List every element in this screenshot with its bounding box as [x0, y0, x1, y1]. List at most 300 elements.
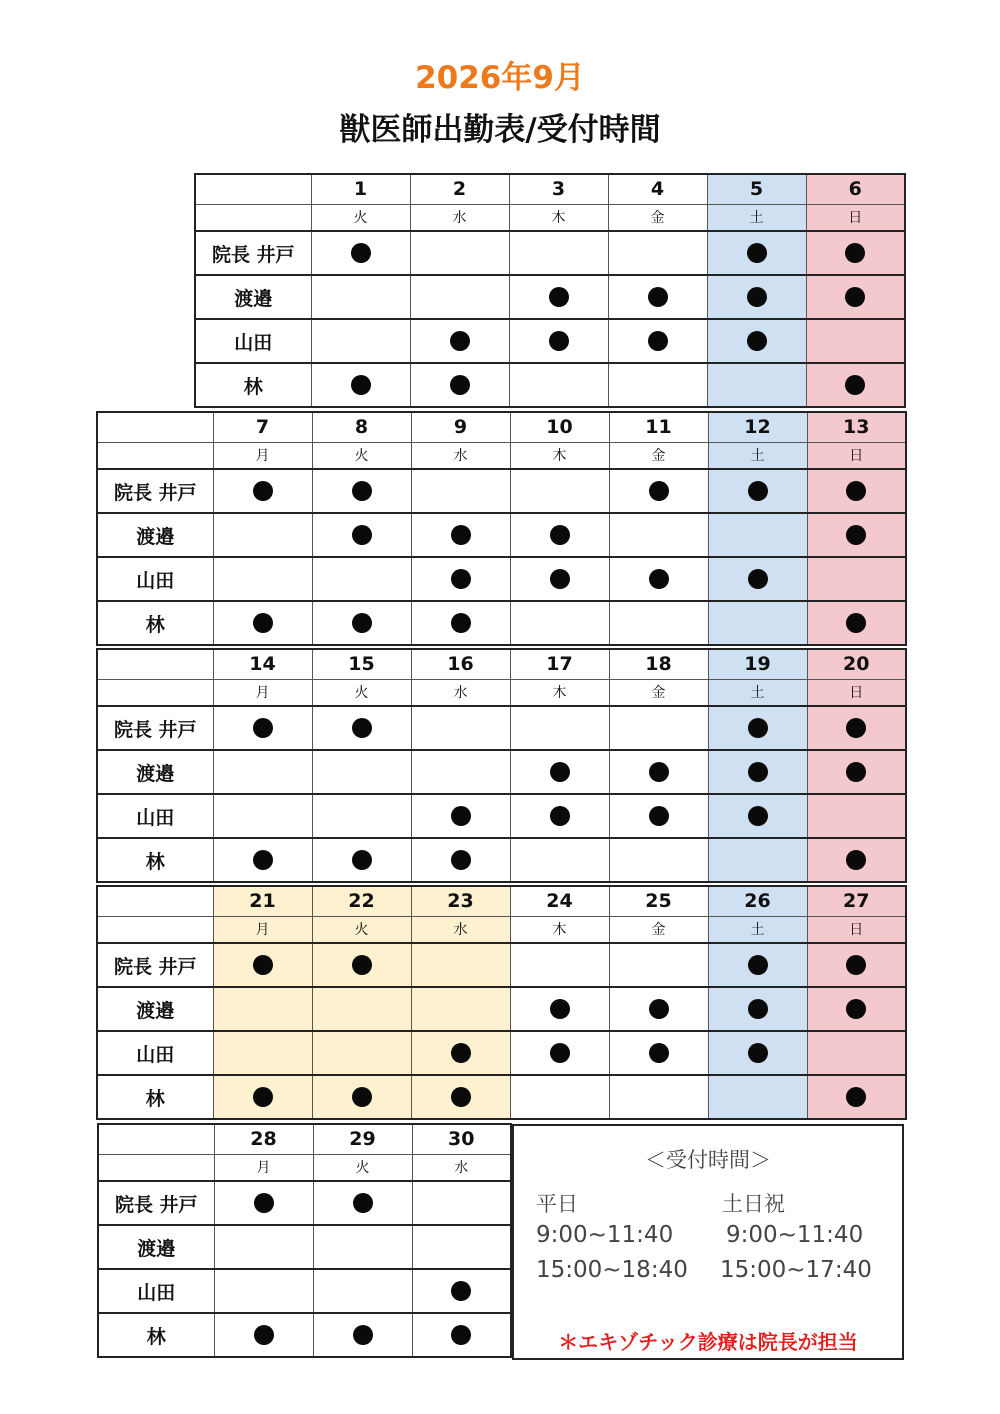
shift-cell [411, 987, 510, 1031]
on-duty-dot-icon [846, 613, 866, 633]
on-duty-dot-icon [352, 955, 372, 975]
shift-cell [411, 838, 510, 882]
doctor-row [98, 1313, 511, 1357]
weekday-label: 水 [411, 916, 510, 943]
doctor-row [98, 1225, 511, 1269]
shift-cell [807, 838, 906, 882]
shift-cell [411, 601, 510, 645]
shift-cell [510, 943, 609, 987]
shift-cell [609, 513, 708, 557]
doctor-name: 林 [97, 601, 213, 645]
on-duty-dot-icon [549, 287, 569, 307]
shift-cell [509, 275, 608, 319]
on-duty-dot-icon [451, 1325, 471, 1345]
on-duty-dot-icon [748, 569, 768, 589]
week-table [97, 1123, 512, 1358]
weekday-label: 土 [708, 442, 807, 469]
shift-cell [707, 319, 806, 363]
shift-cell [609, 1075, 708, 1119]
shift-cell [806, 319, 905, 363]
on-duty-dot-icon [451, 1281, 471, 1301]
shift-cell [708, 706, 807, 750]
on-duty-dot-icon [648, 331, 668, 351]
shift-cell [213, 750, 312, 794]
month-title: 2026年9月 [415, 60, 585, 96]
on-duty-dot-icon [451, 1087, 471, 1107]
doctor-name: 院長 井戸 [97, 706, 213, 750]
weekday-label: 木 [509, 204, 608, 231]
corner-cell [97, 649, 213, 679]
day-number: 16 [411, 649, 510, 679]
on-duty-dot-icon [846, 955, 866, 975]
doctor-name: 山田 [195, 319, 311, 363]
shift-cell [213, 794, 312, 838]
weekday-label: 火 [312, 916, 411, 943]
shift-cell [214, 1269, 313, 1313]
doctor-row [97, 601, 906, 645]
day-number: 22 [312, 886, 411, 916]
shift-cell [312, 750, 411, 794]
on-duty-dot-icon [253, 613, 273, 633]
shift-cell [708, 1031, 807, 1075]
shift-cell [312, 943, 411, 987]
on-duty-dot-icon [550, 999, 570, 1019]
on-duty-dot-icon [550, 525, 570, 545]
weekday-afternoon-hours: 15:00~18:40 [536, 1257, 688, 1283]
shift-cell [708, 987, 807, 1031]
shift-cell [412, 1313, 511, 1357]
shift-cell [213, 943, 312, 987]
doctor-name: 林 [97, 838, 213, 882]
on-duty-dot-icon [254, 1193, 274, 1213]
on-duty-dot-icon [451, 1043, 471, 1063]
doctor-name: 渡邉 [98, 1225, 214, 1269]
day-number: 28 [214, 1124, 313, 1154]
shift-cell [312, 1031, 411, 1075]
on-duty-dot-icon [451, 569, 471, 589]
day-number: 1 [311, 174, 410, 204]
doctor-name: 渡邉 [97, 513, 213, 557]
shift-cell [708, 750, 807, 794]
weekday-label: 日 [807, 916, 906, 943]
shift-cell [411, 557, 510, 601]
corner-cell [97, 886, 213, 916]
corner-cell [97, 679, 213, 706]
on-duty-dot-icon [748, 481, 768, 501]
shift-cell [807, 513, 906, 557]
shift-cell [213, 469, 312, 513]
doctor-name: 林 [97, 1075, 213, 1119]
doctor-name: 山田 [98, 1269, 214, 1313]
shift-cell [213, 1031, 312, 1075]
shift-cell [807, 794, 906, 838]
shift-cell [708, 794, 807, 838]
doctor-name: 山田 [97, 557, 213, 601]
shift-cell [806, 363, 905, 407]
on-duty-dot-icon [550, 569, 570, 589]
on-duty-dot-icon [649, 806, 669, 826]
shift-cell [510, 469, 609, 513]
doctor-name: 院長 井戸 [97, 469, 213, 513]
week-table [96, 885, 907, 1120]
shift-cell [311, 319, 410, 363]
shift-cell [410, 363, 509, 407]
day-number: 13 [807, 412, 906, 442]
shift-cell [707, 363, 806, 407]
on-duty-dot-icon [353, 1325, 373, 1345]
on-duty-dot-icon [846, 481, 866, 501]
day-number: 27 [807, 886, 906, 916]
day-number: 30 [412, 1124, 511, 1154]
doctor-row [97, 1075, 906, 1119]
on-duty-dot-icon [549, 331, 569, 351]
shift-cell [609, 943, 708, 987]
weekday-label: 火 [312, 679, 411, 706]
weekday-label: 月 [214, 1154, 313, 1181]
weekday-label: 金 [609, 679, 708, 706]
on-duty-dot-icon [351, 375, 371, 395]
shift-cell [213, 601, 312, 645]
shift-cell [807, 943, 906, 987]
shift-cell [411, 1075, 510, 1119]
on-duty-dot-icon [649, 481, 669, 501]
day-number: 4 [608, 174, 707, 204]
shift-cell [412, 1269, 511, 1313]
on-duty-dot-icon [846, 1087, 866, 1107]
weekday-label: 火 [313, 1154, 412, 1181]
shift-cell [214, 1181, 313, 1225]
doctor-name: 林 [98, 1313, 214, 1357]
shift-cell [807, 987, 906, 1031]
shift-cell [509, 319, 608, 363]
corner-cell [97, 412, 213, 442]
shift-cell [313, 1269, 412, 1313]
shift-cell [213, 1075, 312, 1119]
shift-cell [708, 838, 807, 882]
shift-cell [509, 231, 608, 275]
on-duty-dot-icon [648, 287, 668, 307]
doctor-row [195, 363, 905, 407]
weekday-label: 火 [312, 442, 411, 469]
weekday-label: 金 [609, 916, 708, 943]
weekday-label: 平日 [536, 1192, 578, 1216]
doctor-row [97, 706, 906, 750]
shift-cell [609, 557, 708, 601]
reception-hours-box [512, 1124, 904, 1360]
on-duty-dot-icon [748, 1043, 768, 1063]
shift-cell [510, 1075, 609, 1119]
shift-cell [608, 319, 707, 363]
reception-hours-title: ＜受付時間＞ [645, 1148, 771, 1172]
on-duty-dot-icon [748, 762, 768, 782]
weekend-holiday-label: 土日祝 [722, 1192, 785, 1216]
on-duty-dot-icon [649, 762, 669, 782]
doctor-row [97, 838, 906, 882]
shift-cell [312, 706, 411, 750]
shift-cell [510, 1031, 609, 1075]
weekday-label: 月 [213, 442, 312, 469]
day-number: 29 [313, 1124, 412, 1154]
shift-cell [807, 1031, 906, 1075]
on-duty-dot-icon [747, 331, 767, 351]
shift-cell [708, 513, 807, 557]
weekday-label: 日 [806, 204, 905, 231]
on-duty-dot-icon [450, 331, 470, 351]
week-table [96, 411, 907, 646]
corner-cell [98, 1124, 214, 1154]
weekday-label: 木 [510, 679, 609, 706]
shift-cell [510, 557, 609, 601]
on-duty-dot-icon [846, 999, 866, 1019]
doctor-row [195, 275, 905, 319]
page-title: 獣医師出勤表/受付時間 [339, 112, 661, 148]
on-duty-dot-icon [353, 1193, 373, 1213]
shift-cell [411, 1031, 510, 1075]
shift-cell [707, 231, 806, 275]
on-duty-dot-icon [352, 613, 372, 633]
day-number: 12 [708, 412, 807, 442]
day-number: 18 [609, 649, 708, 679]
shift-cell [708, 601, 807, 645]
shift-cell [213, 513, 312, 557]
on-duty-dot-icon [747, 243, 767, 263]
doctor-row [97, 469, 906, 513]
shift-cell [609, 987, 708, 1031]
shift-cell [213, 987, 312, 1031]
shift-cell [213, 557, 312, 601]
week-table [194, 173, 906, 408]
on-duty-dot-icon [846, 850, 866, 870]
on-duty-dot-icon [846, 762, 866, 782]
day-number: 21 [213, 886, 312, 916]
exotic-care-note: ＊エキゾチック診療は院長が担当 [558, 1330, 858, 1354]
doctor-row [97, 794, 906, 838]
doctor-name: 渡邉 [195, 275, 311, 319]
weekday-label: 日 [807, 679, 906, 706]
shift-cell [411, 513, 510, 557]
shift-cell [807, 557, 906, 601]
shift-cell [312, 1075, 411, 1119]
shift-cell [214, 1225, 313, 1269]
shift-cell [412, 1181, 511, 1225]
shift-cell [411, 750, 510, 794]
on-duty-dot-icon [550, 762, 570, 782]
weekday-label: 土 [707, 204, 806, 231]
shift-cell [609, 601, 708, 645]
shift-cell [213, 706, 312, 750]
doctor-name: 渡邉 [97, 750, 213, 794]
shift-cell [312, 513, 411, 557]
doctor-row [97, 557, 906, 601]
doctor-row [195, 231, 905, 275]
day-number: 17 [510, 649, 609, 679]
weekday-label: 木 [510, 916, 609, 943]
shift-cell [608, 363, 707, 407]
doctor-name: 渡邉 [97, 987, 213, 1031]
shift-cell [411, 469, 510, 513]
day-number: 7 [213, 412, 312, 442]
on-duty-dot-icon [253, 955, 273, 975]
shift-cell [410, 319, 509, 363]
on-duty-dot-icon [550, 806, 570, 826]
day-number: 23 [411, 886, 510, 916]
weekday-morning-hours: 9:00~11:40 [536, 1222, 674, 1248]
day-number: 20 [807, 649, 906, 679]
shift-cell [807, 750, 906, 794]
on-duty-dot-icon [451, 525, 471, 545]
shift-cell [708, 943, 807, 987]
on-duty-dot-icon [352, 525, 372, 545]
corner-cell [97, 916, 213, 943]
shift-cell [609, 469, 708, 513]
corner-cell [195, 204, 311, 231]
shift-cell [608, 275, 707, 319]
weekday-label: 水 [411, 679, 510, 706]
shift-cell [609, 750, 708, 794]
shift-cell [510, 601, 609, 645]
weekday-label: 金 [609, 442, 708, 469]
shift-cell [609, 706, 708, 750]
day-number: 2 [410, 174, 509, 204]
on-duty-dot-icon [846, 525, 866, 545]
shift-cell [311, 363, 410, 407]
shift-cell [313, 1225, 412, 1269]
on-duty-dot-icon [253, 850, 273, 870]
weekday-label: 水 [410, 204, 509, 231]
on-duty-dot-icon [845, 287, 865, 307]
weekday-label: 金 [608, 204, 707, 231]
on-duty-dot-icon [649, 999, 669, 1019]
day-number: 15 [312, 649, 411, 679]
weekday-label: 木 [510, 442, 609, 469]
on-duty-dot-icon [253, 481, 273, 501]
day-number: 24 [510, 886, 609, 916]
on-duty-dot-icon [550, 1043, 570, 1063]
shift-cell [807, 706, 906, 750]
day-number: 9 [411, 412, 510, 442]
weekday-label: 水 [411, 442, 510, 469]
shift-cell [313, 1181, 412, 1225]
on-duty-dot-icon [845, 243, 865, 263]
shift-cell [411, 794, 510, 838]
on-duty-dot-icon [747, 287, 767, 307]
day-number: 8 [312, 412, 411, 442]
shift-cell [806, 275, 905, 319]
shift-cell [312, 838, 411, 882]
day-number: 10 [510, 412, 609, 442]
doctor-row [97, 513, 906, 557]
on-duty-dot-icon [451, 850, 471, 870]
shift-cell [510, 706, 609, 750]
on-duty-dot-icon [748, 806, 768, 826]
doctor-row [195, 319, 905, 363]
weekday-label: 土 [708, 916, 807, 943]
on-duty-dot-icon [450, 375, 470, 395]
weekend-morning-hours: 9:00~11:40 [726, 1222, 864, 1248]
shift-cell [708, 469, 807, 513]
on-duty-dot-icon [351, 243, 371, 263]
on-duty-dot-icon [748, 718, 768, 738]
on-duty-dot-icon [845, 375, 865, 395]
shift-cell [312, 987, 411, 1031]
on-duty-dot-icon [253, 1087, 273, 1107]
doctor-row [97, 750, 906, 794]
shift-cell [509, 363, 608, 407]
shift-cell [707, 275, 806, 319]
shift-cell [412, 1225, 511, 1269]
shift-cell [510, 794, 609, 838]
corner-cell [98, 1154, 214, 1181]
shift-cell [708, 1075, 807, 1119]
on-duty-dot-icon [253, 718, 273, 738]
doctor-row [97, 1031, 906, 1075]
week-table [96, 648, 907, 883]
shift-cell [807, 601, 906, 645]
doctor-name: 山田 [97, 794, 213, 838]
weekday-label: 日 [807, 442, 906, 469]
weekday-label: 月 [213, 916, 312, 943]
shift-cell [312, 557, 411, 601]
shift-cell [411, 706, 510, 750]
on-duty-dot-icon [748, 999, 768, 1019]
shift-cell [708, 557, 807, 601]
shift-cell [510, 750, 609, 794]
shift-cell [311, 231, 410, 275]
shift-cell [510, 987, 609, 1031]
shift-cell [510, 513, 609, 557]
doctor-row [97, 987, 906, 1031]
shift-cell [807, 1075, 906, 1119]
shift-cell [807, 469, 906, 513]
shift-cell [608, 231, 707, 275]
shift-cell [312, 794, 411, 838]
on-duty-dot-icon [451, 613, 471, 633]
day-number: 19 [708, 649, 807, 679]
shift-cell [609, 1031, 708, 1075]
on-duty-dot-icon [352, 481, 372, 501]
weekday-label: 土 [708, 679, 807, 706]
shift-cell [609, 838, 708, 882]
shift-cell [312, 601, 411, 645]
shift-cell [410, 231, 509, 275]
shift-cell [609, 794, 708, 838]
doctor-row [97, 943, 906, 987]
on-duty-dot-icon [352, 718, 372, 738]
shift-cell [410, 275, 509, 319]
doctor-row [98, 1269, 511, 1313]
on-duty-dot-icon [846, 718, 866, 738]
on-duty-dot-icon [352, 850, 372, 870]
weekend-afternoon-hours: 15:00~17:40 [720, 1257, 872, 1283]
shift-cell [510, 838, 609, 882]
shift-cell [213, 838, 312, 882]
weekday-label: 水 [412, 1154, 511, 1181]
shift-cell [312, 469, 411, 513]
corner-cell [195, 174, 311, 204]
day-number: 5 [707, 174, 806, 204]
shift-cell [311, 275, 410, 319]
day-number: 26 [708, 886, 807, 916]
shift-cell [313, 1313, 412, 1357]
doctor-row [98, 1181, 511, 1225]
day-number: 3 [509, 174, 608, 204]
doctor-name: 院長 井戸 [97, 943, 213, 987]
doctor-name: 院長 井戸 [195, 231, 311, 275]
on-duty-dot-icon [352, 1087, 372, 1107]
corner-cell [97, 442, 213, 469]
weekday-label: 月 [213, 679, 312, 706]
on-duty-dot-icon [649, 569, 669, 589]
